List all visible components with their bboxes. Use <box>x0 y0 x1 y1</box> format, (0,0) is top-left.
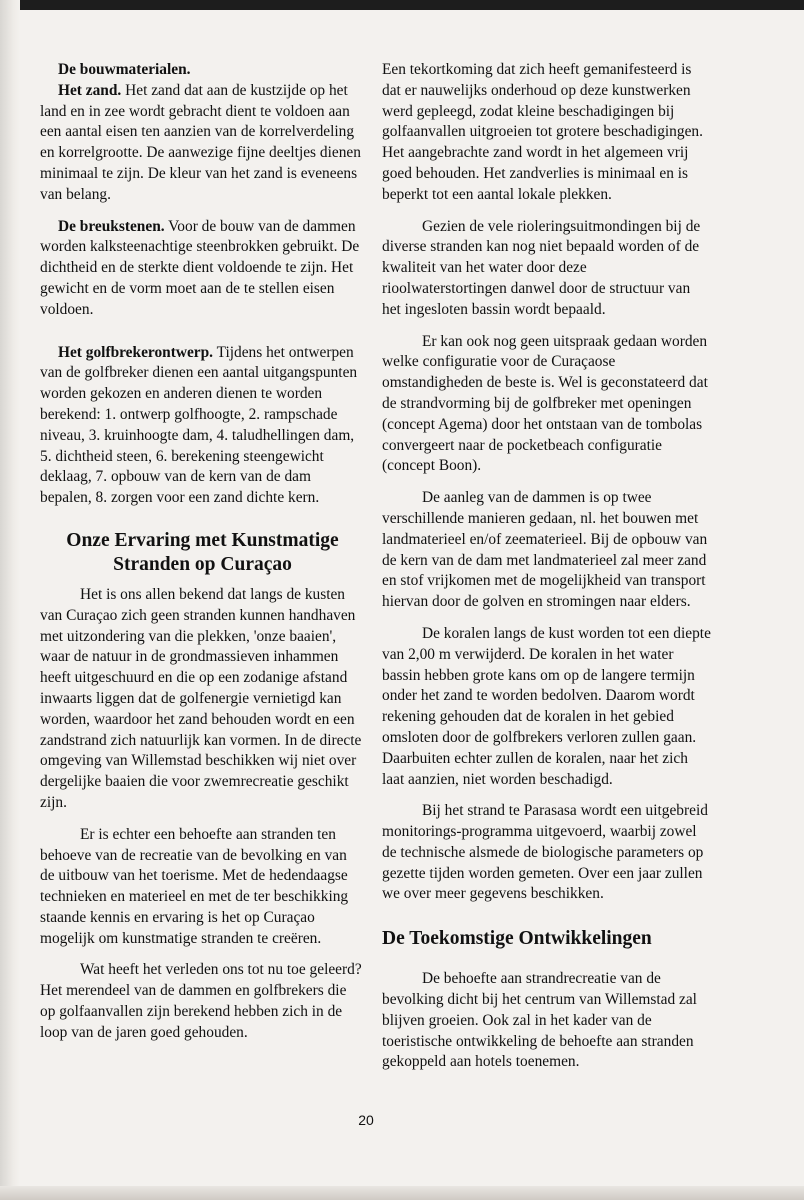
sewer-paragraph: Gezien de vele rioleringsuitmondingen bij de diverse stranden kan nog niet bepaald worden of de kwaliteit van het water door deze rioolwaterstortingen danwel door de structuur van het ingesloten bassin wordt bepaald. <box>382 217 701 318</box>
section-title-experience: Onze Ervaring met Kunstmatige Stranden op Curaçao <box>66 529 339 575</box>
breakwater-design-label: Het golfbrekerontwerp. <box>58 343 214 361</box>
monitoring-paragraph: Bij het strand te Parasasa wordt een uitgebreid monitorings-programma uitgevoerd, waarbij zowel de technische alsmede de biologische parameters op gezette tijden worden gemeten. Over een jaar zullen we over meer gegevens beschikken. <box>382 802 708 903</box>
corals-paragraph: De koralen langs de kust worden tot een diepte van 2,00 m verwijderd. De koralen in het water bassin hebben grote kans om op de langere termijn onder het zand te worden bedolven. Daarom wordt rekening gehouden dat de koralen in het gebied omsloten door de golfbrekers verloren zullen gaan. Daarbuiten echter zullen de koralen, naar het zich laat aanzien, niet worden beschadigd. <box>382 624 711 788</box>
section-title-future: De Toekomstige Ontwikkelingen <box>382 928 652 950</box>
left-column <box>40 60 365 1044</box>
experience-paragraph-3: Wat heeft het verleden ons tot nu toe geleerd? Het merendeel van de dammen en golfbrekers die op golfaanvallen zijn berekend hebben zich in de loop van de jaren goed gehouden. <box>40 961 362 1041</box>
experience-paragraph-2: Er is echter een behoefte aan stranden ten behoeve van de recreatie van de bevolking en van de uitbouw van het toerisme. Met de hedendaagse technieken en materieel en met de ter beschikking staande kennis en ervaring is het op Curaçao mogelijk om kunstmatige stranden te creëren. <box>40 825 349 947</box>
rocks-label: De breukstenen. <box>58 217 165 235</box>
sand-label: Het zand. <box>58 81 122 99</box>
experience-paragraph-1: Het is ons allen bekend dat langs de kusten van Curaçao zich geen stranden kunnen handhaven met uitzondering van die plekken, 'onze baaien', waar de natuur in de grondmassieven inhammen heeft uitgeschuurd en die op een zodanige afstand inwaarts liggen dat de golfenergie vernietigd kan worden, waardoor het zand behouden wordt en een zandstrand zich natuurlijk kan vormen. In de directe omgeving van Willemstad beschikken wij niet over dergelijke baaien die voor zwemrecreatie geschikt zijn. <box>40 585 362 811</box>
materials-heading: De bouwmaterialen. <box>58 61 191 78</box>
binding-shadow <box>0 0 20 1200</box>
sand-paragraph <box>40 81 365 206</box>
shortcoming-paragraph: Een tekortkoming dat zich heeft gemanifesteerd is dat er nauwelijks onderhoud op deze kunstwerken werd gepleegd, zodat kleine beschadigingen bij golfaanvallen uitgroeien tot grotere beschadigingen. Het aangebrachte zand wordt in het algemeen vrij goed behouden. Het zandverlies is minimaal en is beperkt tot een aantal lokale plekken. <box>382 61 703 203</box>
breakwater-design-text: Tijdens het ontwerpen van de golfbreker dienen een aantal uitgangspunten worden gekozen en anderen dienen te worden berekend: 1. ontwerp golfhoogte, 2. rampschade niveau, 3. kruinhoogte dam, 4. taludhellingen dam, 5. dichtheid steen, 6. berekening steengewicht deklaag, 7. opbouw van de kern van de dam bepalen, 8. zorgen voor een zand dichte kern. <box>40 343 358 507</box>
page-number: 20 <box>358 1112 374 1128</box>
page-bottom-edge <box>0 1186 804 1200</box>
rocks-paragraph <box>40 217 365 321</box>
rocks-text: Voor de bouw van de dammen worden kalksteenachtige steenbrokken gebruikt. De dichtheid en de sterkte dient voldoende te zijn. Het gewicht en de vorm moet aan de te stellen eisen voldoen. <box>40 217 360 318</box>
configuration-paragraph: Er kan ook nog geen uitspraak gedaan worden welke configuratie voor de Curaçaose omstandigheden de beste is. Wel is geconstateerd dat de strandvorming bij de golfbreker met openingen (concept Agema) door het ontstaan van de tombolas convergeert naar de pocketbeach configuratie (concept Boon). <box>382 332 708 475</box>
sand-text: Het zand dat aan de kustzijde op het land en in zee wordt gebracht dient te voldoen aan een aantal eisen ten aanzien van de korrelverdeling en korrelgrootte. De aanwezige fijne deeltjes dienen minimaal te zijn. De kleur van het zand is eveneens van belang. <box>40 81 361 203</box>
breakwater-design-paragraph <box>40 343 365 509</box>
construction-paragraph: De aanleg van de dammen is op twee verschillende manieren gedaan, nl. het bouwen met landmaterieel en/of zeematerieel. Bij de opbouw van de kern van de dam met landmaterieel zal meer zand en stof vrijkomen met de mogelijkheid van transport hiervan door de golven en stromingen naar elders. <box>382 489 708 611</box>
future-paragraph: De behoefte aan strandrecreatie van de bevolking dicht bij het centrum van Willemstad zal blijven groeien. Ook zal in het kader van de toeristische ontwikkeling de behoefte aan stranden gekoppeld aan hotels toenemen. <box>382 970 697 1071</box>
page-top-edge <box>0 0 804 10</box>
right-column <box>382 60 712 1073</box>
